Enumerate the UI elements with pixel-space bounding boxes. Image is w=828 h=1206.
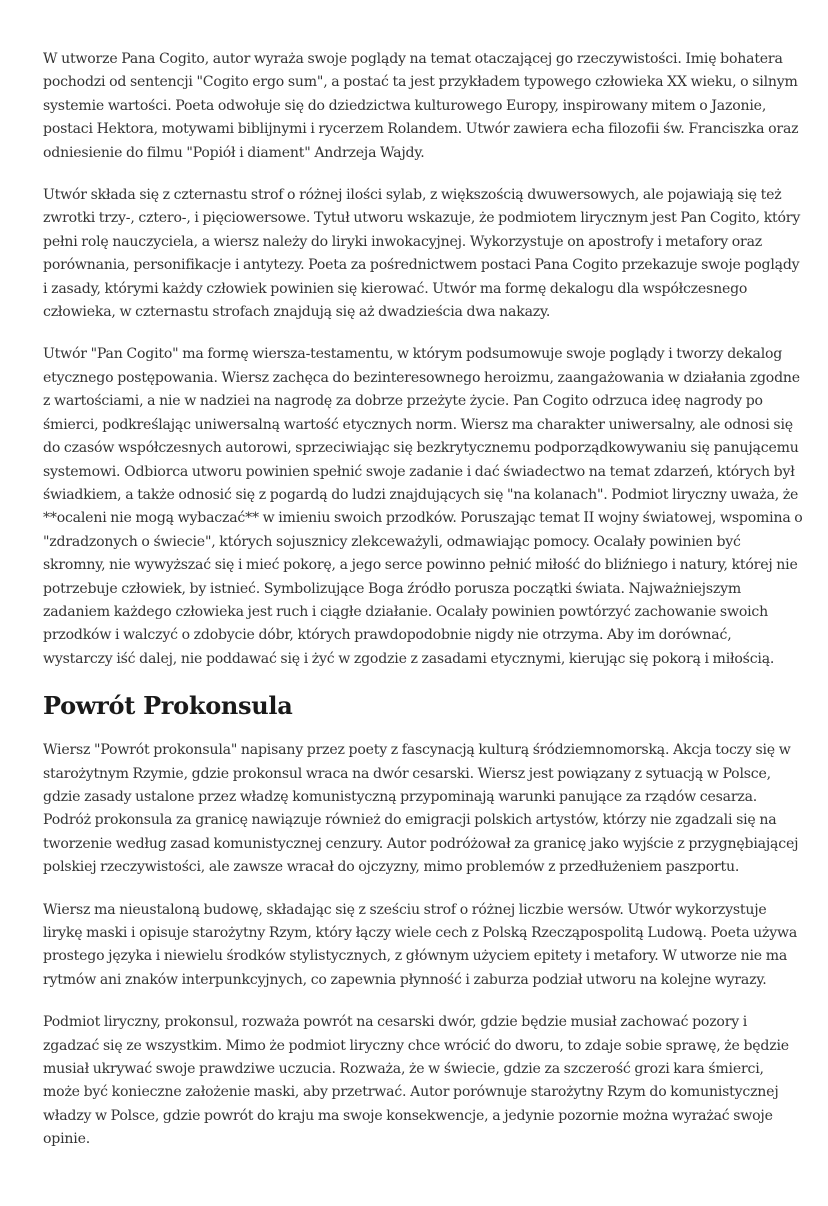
paragraph-prokonsul-context: Wiersz "Powrót prokonsula" napisany przez poety z fascynacją kulturą śródziemnomorską. Akcja toczy się w starożytnym Rzymie, gdzie prokonsul wraca na dwór cesarski. Wiersz jest powiązany z sytuacją w Polsce, gdzie zasady ustalone przez władzę komunistyczną przypominają warunki panujące za rządów cesarza. Podróż prokonsula za granicę nawiązuje również do emigracji polskich artystów, którzy nie zgadzali się na tworzenie według zasad komunistycznej cenzury. Autor podróżował za granicę jako wyjście z przygnębiającej polskiej rzeczywistości, ale zawsze wracał do ojczyzny, mimo problemów z przedłużeniem paszportu. [43, 742, 799, 876]
paragraph-pan-cogito-structure: Utwór składa się z czternastu strof o różnej ilości sylab, z większością dwuwersowych, ale pojawiają się też zwrotki trzy-, cztero-, i pięciowersowe. Tytuł utworu wskazuje, że podmiotem lirycznym jest Pan Cogito, który pełni rolę nauczyciela, a wiersz należy do liryki inwokacyjnej. Wykorzystuje on apostrofy i metafory oraz porównania, personifikacje i antytezy. Poeta za pośrednictwem postaci Pana Cogito przekazuje swoje poglądy i zasady, którymi każdy człowiek powinien się kierować. Utwór ma formę dekalogu dla współczesnego człowieka, w czternastu strofach znajdują się aż dwadzieścia dwa nakazy. [43, 187, 801, 321]
section-heading-powrot-prokonsula: Powrót Prokonsula [43, 691, 293, 721]
paragraph-prokonsul-analysis: Podmiot liryczny, prokonsul, rozważa powrót na cesarski dwór, gdzie będzie musiał zachować pozory i zgadzać się ze wszystkim. Mimo że podmiot liryczny chce wrócić do dworu, to zdaje sobie sprawę, że będzie musiał ukrywać swoje prawdziwe uczucia. Rozważa, że w świecie, gdzie za szczerość grozi kara śmierci, może być konieczne założenie maski, aby przetrwać. Autor porównuje starożytny Rzym do komunistycznej władzy w Polsce, gdzie powrót do kraju ma swoje konsekwencje, a jedynie pozornie można wyrażać swoje opinie. [43, 1014, 789, 1148]
paragraph-pan-cogito-intro: W utworze Pana Cogito, autor wyraża swoje poglądy na temat otaczającej go rzeczywistości. Imię bohatera pochodzi od sentencji "Cogito ergo sum", a postać ta jest przykładem typowego człowieka XX wieku, o silnym systemie wartości. Poeta odwołuje się do dziedzictwa kulturowego Europy, inspirowany mitem o Jazonie, postaci Hektora, motywami biblijnymi i rycerzem Rolandem. Utwór zawiera echa filozofii św. Franciszka oraz odniesienie do filmu "Popiół i diament" Andrzeja Wajdy. [43, 51, 799, 161]
article-body [43, 48, 803, 1171]
paragraph-pan-cogito-testament: Utwór "Pan Cogito" ma formę wiersza-testamentu, w którym podsumowuje swoje poglądy i tworzy dekalog etycznego postępowania. Wiersz zachęca do bezinteresownego heroizmu, zaangażowania w działania zgodne z wartościami, a nie w nadziei na nagrodę za dobrze przeżyte życie. Pan Cogito odrzuca ideę nagrody po śmierci, podkreślając uniwersalną wartość etycznych norm. Wiersz ma charakter uniwersalny, ale odnosi się do czasów współczesnych autorowi, sprzeciwiając się bezkrytycznemu podporządkowywaniu się panującemu systemowi. Odbiorca utworu powinien spełnić swoje zadanie i dać świadectwo na temat zdarzeń, których był świadkiem, a także odnosić się z pogardą do ludzi znajdujących się "na kolanach". Podmiot liryczny uważa, że **ocaleni nie mogą wybaczać** w imieniu swoich przodków. Poruszając temat II wojny światowej, wspomina o "zdradzonych o świecie", których sojusznicy zlekceważyli, odmawiając pomocy. Ocalały powinien być skromny, nie wywyższać się i mieć pokorę, a jego serce powinno pełnić miłość do bliźniego i natury, której nie potrzebuje człowiek, by istnieć. Symbolizujące Boga źródło porusza początki świata. Najważniejszym zadaniem każdego człowieka jest ruch i ciągłe działanie. Ocalały powinien powtórzyć zachowanie swoich przodków i walczyć o zdobycie dóbr, których prawdopodobnie nigdy nie otrzyma. Aby im dorównać, wystarczy iść dalej, nie poddawać się i żyć w zgodzie z zasadami etycznymi, kierując się pokorą i miłością. [43, 346, 803, 667]
paragraph-prokonsul-structure: Wiersz ma nieustaloną budowę, składając się z sześciu strof o różnej liczbie wersów. Utwór wykorzystuje lirykę maski i opisuje starożytny Rzym, który łączy wiele cech z Polską Rzecząpospolitą Ludową. Poeta używa prostego języka i niewielu środków stylistycznych, z głównym użyciem epitety i metafory. W utworze nie ma rytmów ani znaków interpunkcyjnych, co zapewnia płynność i zaburza podział utworu na kolejne wyrazy. [43, 901, 798, 988]
